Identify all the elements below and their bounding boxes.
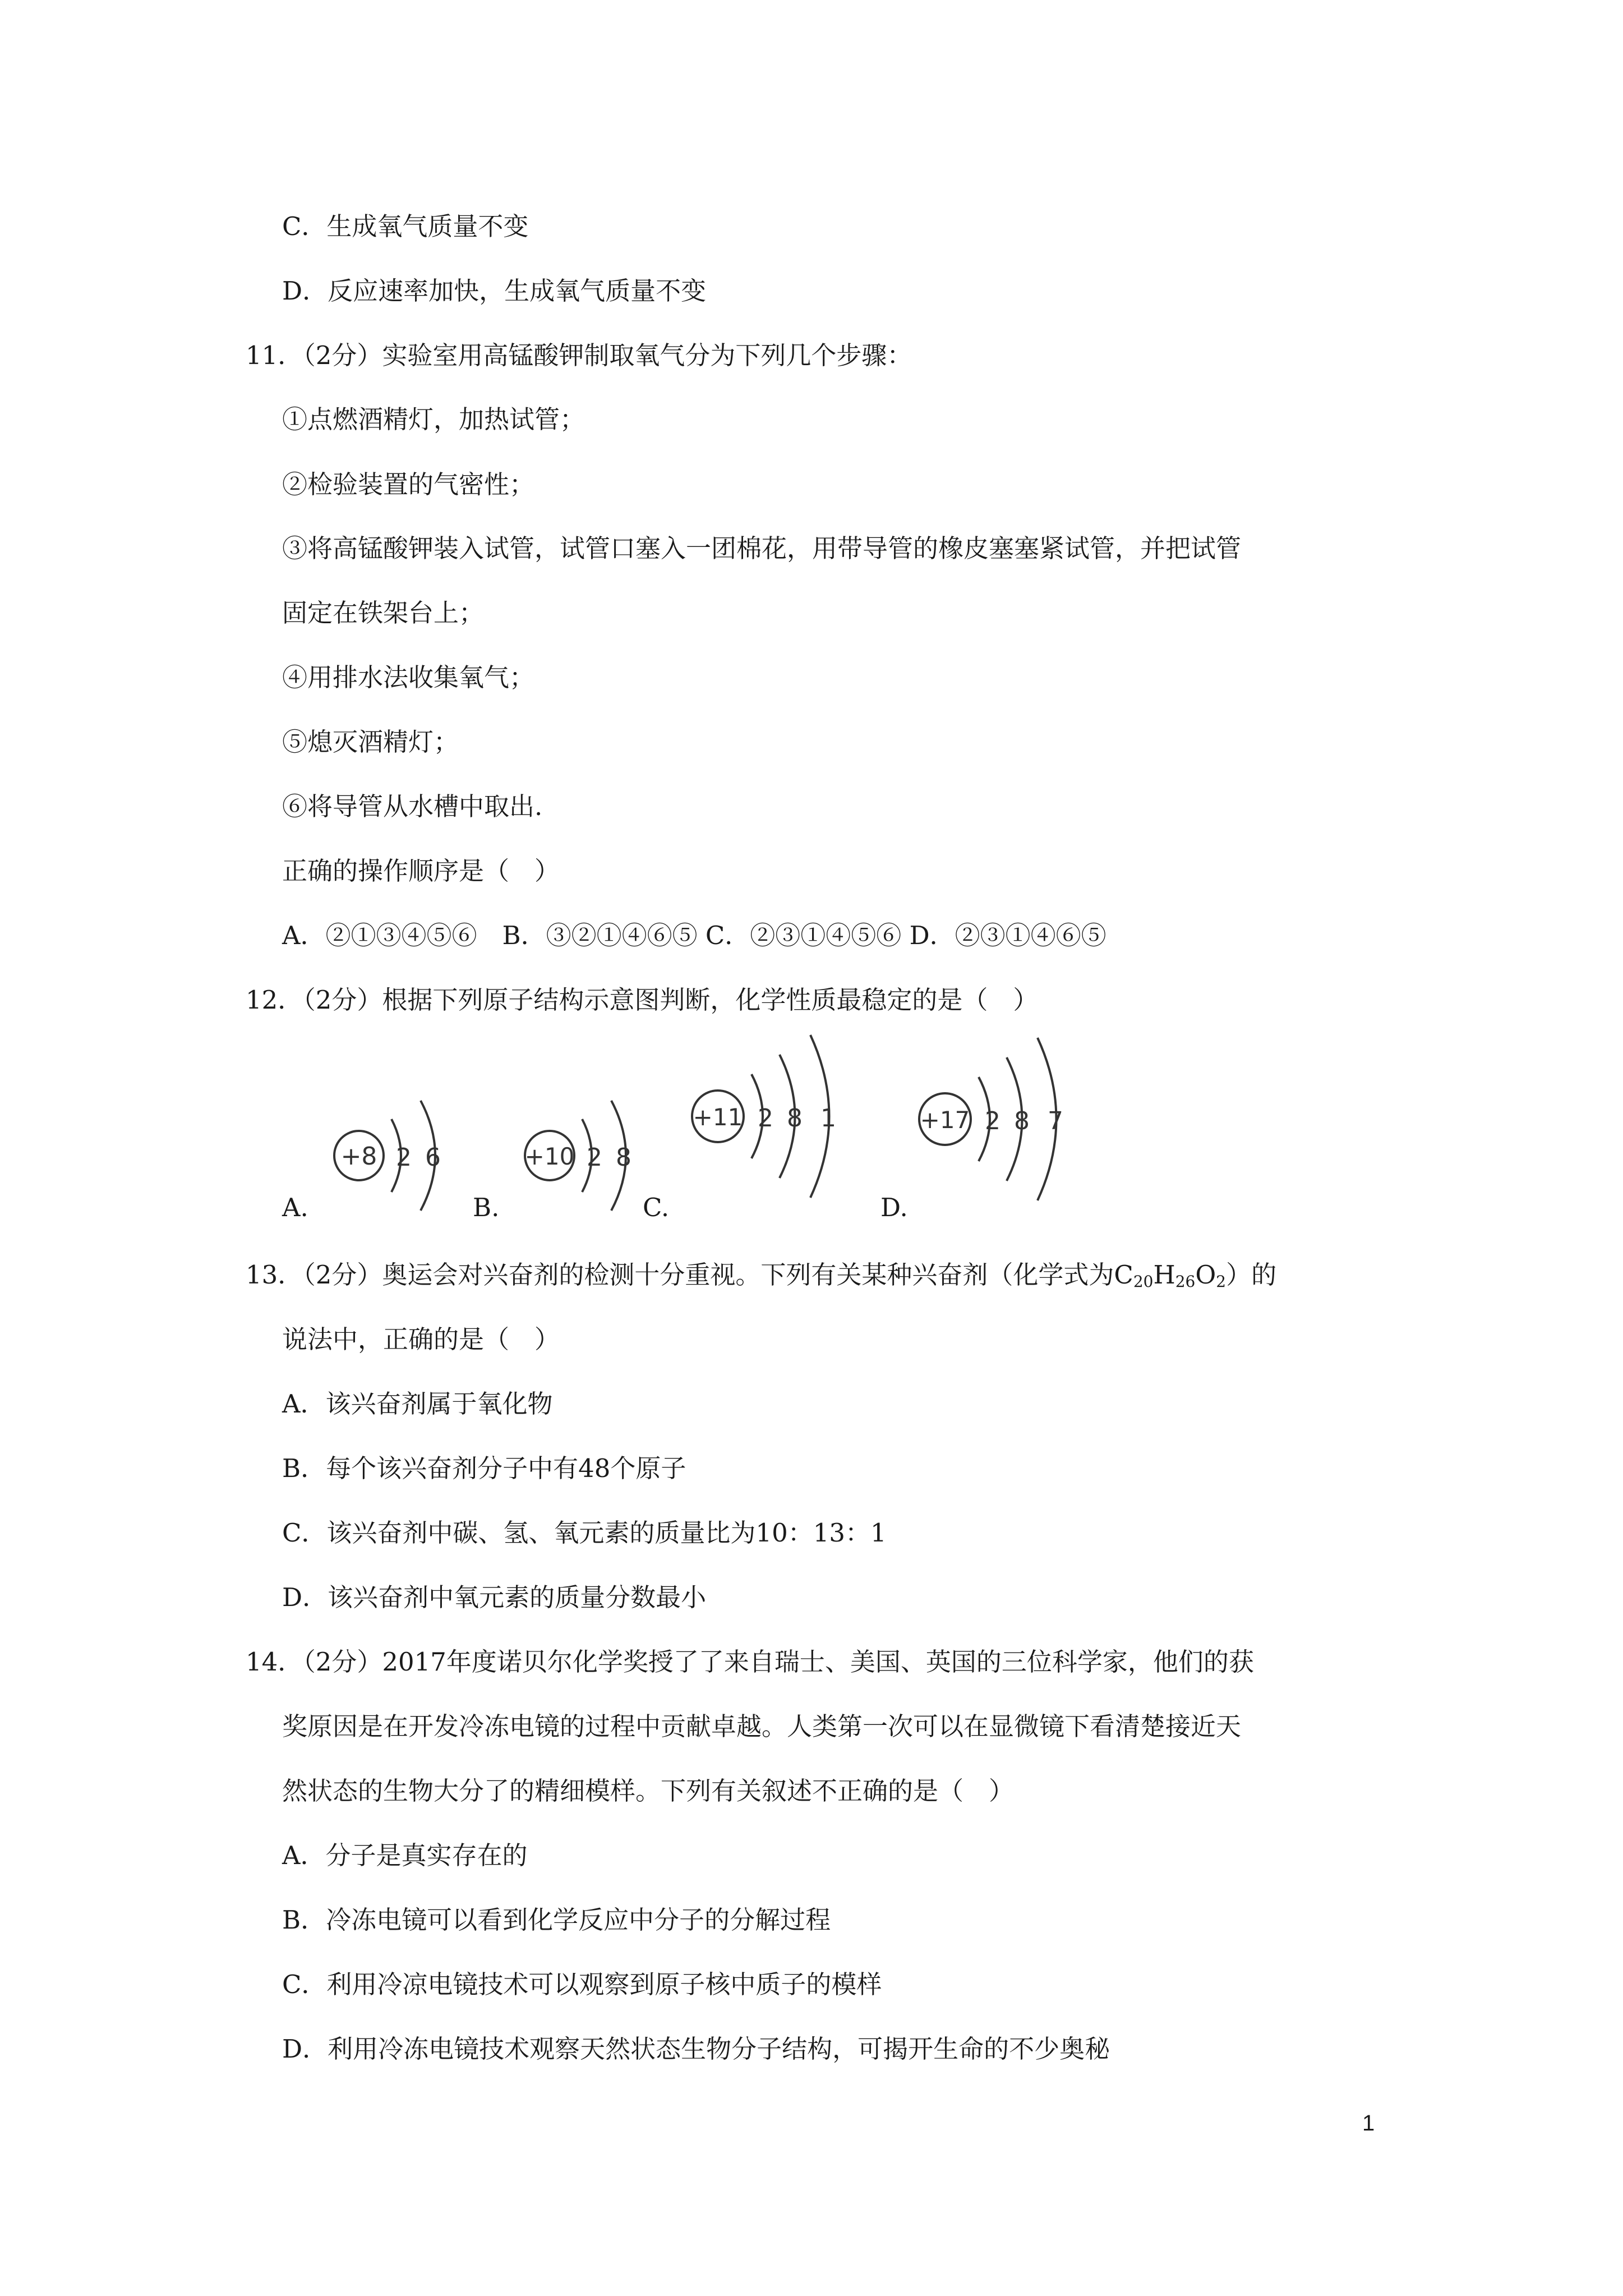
atom-a-nucleus: +8 xyxy=(340,1142,377,1171)
q11-step-3: ③将高锰酸钾装入试管，试管口塞入一团棉花，用带导管的橡皮塞塞紧试管，并把试管 xyxy=(282,533,1242,563)
atom-b-shell-1: 2 xyxy=(587,1143,602,1172)
q14-option-c: C．利用冷凉电镜技术可以观察到原子核中质子的模样 xyxy=(282,1970,882,1999)
atom-c-shell-3: 1 xyxy=(820,1104,836,1133)
atom-diagram-b xyxy=(516,1066,662,1234)
atom-c-shell-2: 8 xyxy=(787,1104,803,1133)
atom-a-shell-2: 6 xyxy=(425,1143,441,1172)
q14-stem-1: 14．（2分）2017年度诺贝尔化学奖授了了来自瑞士、美国、英国的三位科学家，他们的获 xyxy=(246,1647,1254,1677)
atom-b-shell-2: 8 xyxy=(616,1143,631,1172)
q11-step-3-cont: 固定在铁架台上； xyxy=(282,598,485,628)
q14-option-a: A．分子是真实存在的 xyxy=(282,1841,528,1870)
atom-c-shell-1: 2 xyxy=(758,1104,773,1133)
atom-diagram-d xyxy=(911,1027,1096,1217)
atom-diagram-a xyxy=(325,1066,471,1234)
atom-d-label: D. xyxy=(880,1193,908,1222)
q11-step-5: ⑤熄灭酒精灯； xyxy=(282,727,459,757)
q12-stem: 12．（2分）根据下列原子结构示意图判断，化学性质最稳定的是（ ） xyxy=(246,985,1039,1015)
atom-d-shell-3: 7 xyxy=(1048,1107,1063,1135)
atom-b-label: B. xyxy=(473,1193,500,1222)
q10-option-c: C．生成氧气质量不变 xyxy=(282,211,529,241)
atom-d-shell-2: 8 xyxy=(1014,1107,1030,1135)
q14-stem-3: 然状态的生物大分了的精细模样。下列有关叙述不正确的是（ ） xyxy=(282,1776,1015,1806)
q13-option-b: B．每个该兴奋剂分子中有48个原子 xyxy=(282,1453,686,1483)
atom-diagram-c xyxy=(684,1021,869,1212)
q13-stem-a: 13．（2分）奥运会对兴奋剂的检测十分重视。下列有关某种兴奋剂（化学式为 xyxy=(246,1260,1114,1290)
q11-stem: 11．（2分）实验室用高锰酸钾制取氧气分为下列几个步骤： xyxy=(246,341,912,370)
q14-option-d: D．利用冷冻电镜技术观察天然状态生物分子结构，可揭开生命的不少奥秘 xyxy=(282,2034,1110,2064)
q13-stem xyxy=(246,1259,1276,1291)
chemical-formula: $C_{20}H_{26}O_2$ xyxy=(1114,1260,1227,1291)
q14-stem-2: 奖原因是在开发冷冻电镜的过程中贡献卓越。人类第一次可以在显微镜下看清楚接近天 xyxy=(282,1711,1242,1741)
q11-options: A．②①③④⑤⑥ B．③②①④⑥⑤ C．②③①④⑤⑥ D．②③①④⑥⑤ xyxy=(282,921,1106,950)
atom-a-shell-1: 2 xyxy=(396,1143,412,1172)
q13-option-d: D．该兴奋剂中氧元素的质量分数最小 xyxy=(282,1582,707,1612)
atom-c-nucleus: +11 xyxy=(693,1103,743,1131)
atom-d-nucleus: +17 xyxy=(920,1106,970,1134)
q10-option-d: D．反应速率加快，生成氧气质量不变 xyxy=(282,276,707,306)
q11-step-4: ④用排水法收集氧气； xyxy=(282,662,535,692)
q13-option-c: C．该兴奋剂中碳、氢、氧元素的质量比为10：13：1 xyxy=(282,1518,887,1548)
q14-option-b: B．冷冻电镜可以看到化学反应中分子的分解过程 xyxy=(282,1905,831,1935)
atom-c-label: C. xyxy=(643,1193,670,1222)
atom-a-label: A. xyxy=(282,1193,308,1222)
q11-prompt: 正确的操作顺序是（ ） xyxy=(282,856,560,886)
page-number: 1 xyxy=(1362,2111,1375,2136)
q13-option-a: A．该兴奋剂属于氧化物 xyxy=(282,1389,553,1419)
atom-b-nucleus: +10 xyxy=(524,1143,575,1170)
q11-step-1: ①点燃酒精灯，加热试管； xyxy=(282,404,585,434)
q11-step-2: ②检验装置的气密性； xyxy=(282,470,535,499)
q13-stem-cont: 说法中，正确的是（ ） xyxy=(282,1324,560,1354)
q11-step-6: ⑥将导管从水槽中取出. xyxy=(282,792,543,821)
atom-d-shell-1: 2 xyxy=(985,1107,1000,1135)
q13-stem-b: ）的 xyxy=(1226,1260,1277,1290)
